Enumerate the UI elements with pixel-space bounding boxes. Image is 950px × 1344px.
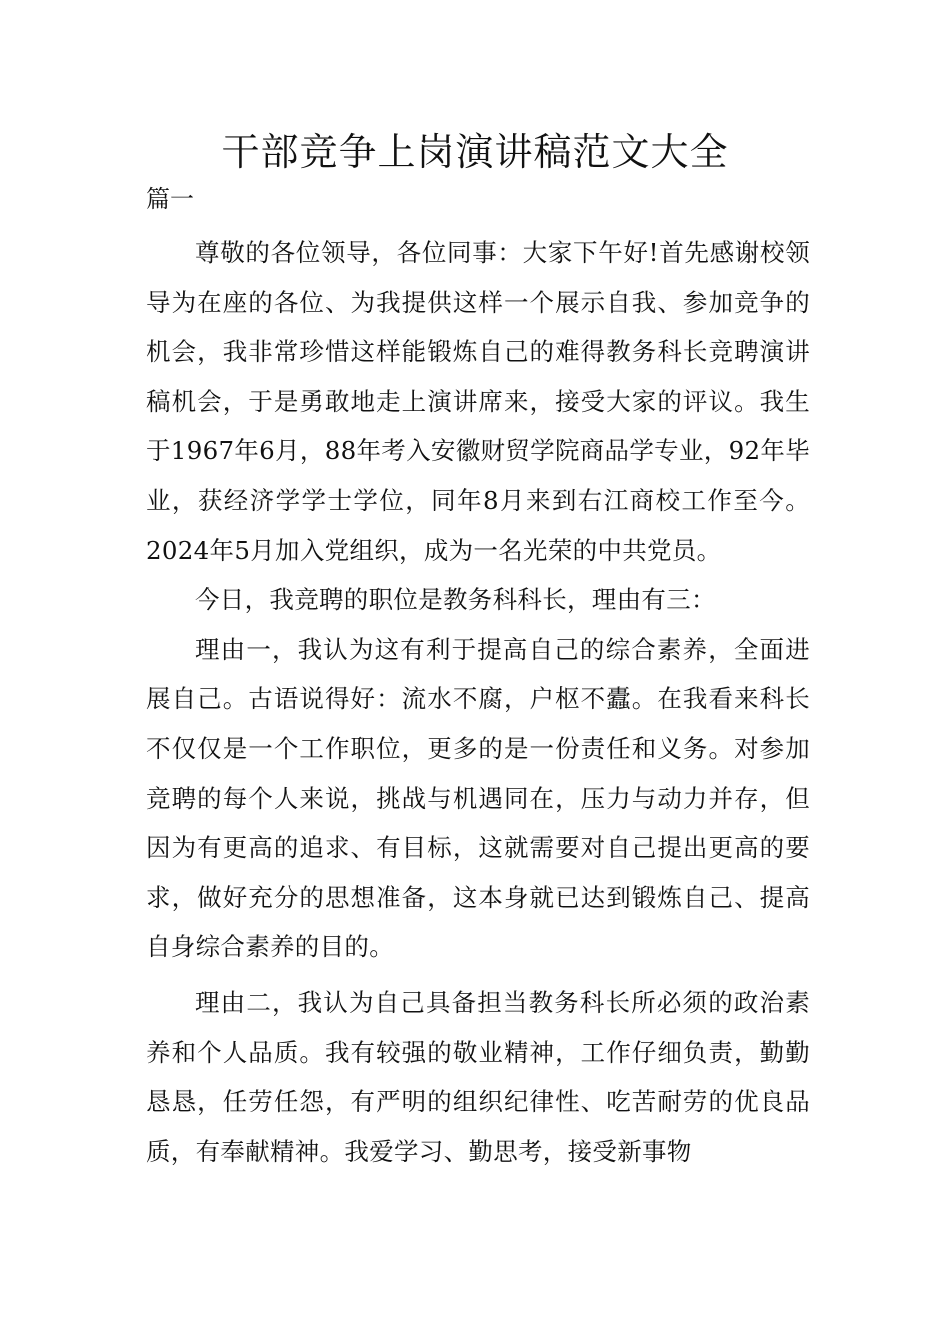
paragraph: 理由一，我认为这有利于提高自己的综合素养，全面进展自己。古语说得好：流水不腐，户枢不蠹。在我看来科长不仅仅是一个工作职位，更多的是一份责任和义务。对参加竞聘的每个人来说，挑战与机遇同在，压力与动力并存，但因为有更高的追求、有目标，这就需要对自己提出更高的要求，做好充分的思想准备，这本身就已达到锻炼自己、提高自身综合素养的目的。 bbox=[146, 634, 810, 962]
paragraph: 尊敬的各位领导，各位同事：大家下午好!首先感谢校领导为在座的各位、为我提供这样一个展示自我、参加竞争的机会，我非常珍惜这样能锻炼自己的难得教务科长竞聘演讲稿机会，于是勇敢地走上演讲席来，接受大家的评议。我生于1967年6月，88年考入安徽财贸学院商品学专业，92年毕业，获经济学学士学位，同年8月来到右江商校工作至今。2024年5月加入党组织，成为一名光荣的中共党员。 bbox=[146, 238, 810, 565]
paragraph: 理由二，我认为自己具备担当教务科长所必须的政治素养和个人品质。我有较强的敬业精神，工作仔细负责，勤勤恳恳，任劳任怨，有严明的组织纪律性、吃苦耐劳的优良品质，有奉献精神。我爱学习、勤思考，接受新事物 bbox=[146, 987, 810, 1166]
paragraph: 今日，我竞聘的职位是教务科科长，理由有三： bbox=[195, 585, 716, 615]
section-label: 篇一 bbox=[146, 185, 194, 213]
document-body bbox=[146, 228, 810, 1176]
document-title: 干部竞争上岗演讲稿范文大全 bbox=[221, 130, 729, 174]
